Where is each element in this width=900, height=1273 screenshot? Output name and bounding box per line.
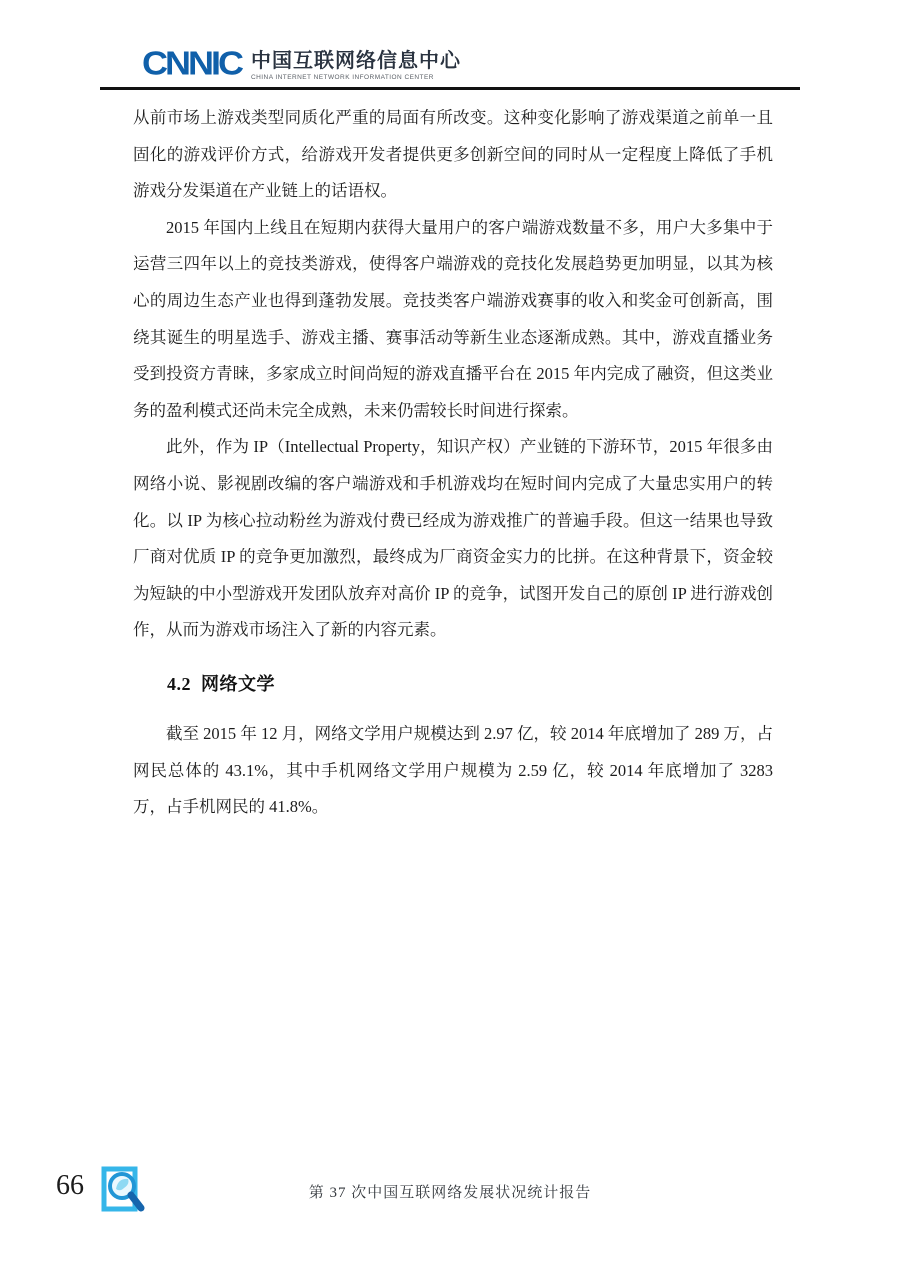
cnnic-org-names bbox=[251, 47, 461, 81]
cnnic-header-logo bbox=[142, 44, 461, 83]
footer-report-title: 第 37 次中国互联网络发展状况统计报告 bbox=[308, 1185, 592, 1201]
section-number: 4.2 bbox=[167, 673, 191, 694]
paragraph-online-literature-stats: 截至 2015 年 12 月，网络文学用户规模达到 2.97 亿，较 2014 年底增加了 289 万，占网民总体的 43.1%，其中手机网络文学用户规模为 2.59 亿，较 2014 年底增加了 3283 万，占手机网民的 41.8%。 bbox=[133, 723, 773, 817]
section-heading-4-2 bbox=[167, 670, 773, 696]
paragraph-game-homogenization: 从前市场上游戏类型同质化严重的局面有所改变。这种变化影响了游戏渠道之前单一且固化的游戏评价方式，给游戏开发者提供更多创新空间的同时从一定程度上降低了手机游戏分发渠道在产业链上的话语权。 bbox=[133, 108, 773, 201]
org-name-chinese: 中国互联网络信息中心 bbox=[251, 50, 461, 72]
org-name-english: CHINA INTERNET NETWORK INFORMATION CENTER bbox=[251, 74, 434, 81]
section-title: 网络文学 bbox=[201, 673, 275, 694]
cnnic-wordmark: CNNIC bbox=[142, 44, 241, 82]
document-body bbox=[133, 100, 773, 826]
paragraph-client-games-esports: 2015 年国内上线且在短期内获得大量用户的客户端游戏数量不多，用户大多集中于运营三四年以上的竞技类游戏，使得客户端游戏的竞技化发展趋势更加明显，以其为核心的周边生态产业也得到蓬勃发展。竞技类客户端游戏赛事的收入和奖金可创新高，围绕其诞生的明星选手、游戏主播、赛事活动等新生业态逐渐成熟。其中，游戏直播业务受到投资方青睐，多家成立时间尚短的游戏直播平台在 2015 年内完成了融资，但这类业务的盈利模式还尚未完全成熟，未来仍需较长时间进行探索。 bbox=[133, 217, 773, 420]
header-divider-line bbox=[100, 87, 800, 90]
paragraph-ip-adaptation: 此外，作为 IP（Intellectual Property，知识产权）产业链的下游环节，2015 年很多由网络小说、影视剧改编的客户端游戏和手机游戏均在短时间内完成了大量忠实用户的转化。以 IP 为核心拉动粉丝为游戏付费已经成为游戏推广的普遍手段。但这一结果也导致厂商对优质 IP 的竞争更加激烈，最终成为厂商资金实力的比拼。在这种背景下，资金较为短缺的中小型游戏开发团队放弃对高价 IP 的竞争，试图开发自己的原创 IP 进行游戏创作，从而为游戏市场注入了新的内容元素。 bbox=[133, 437, 773, 640]
page-number: 66 bbox=[56, 1170, 84, 1201]
